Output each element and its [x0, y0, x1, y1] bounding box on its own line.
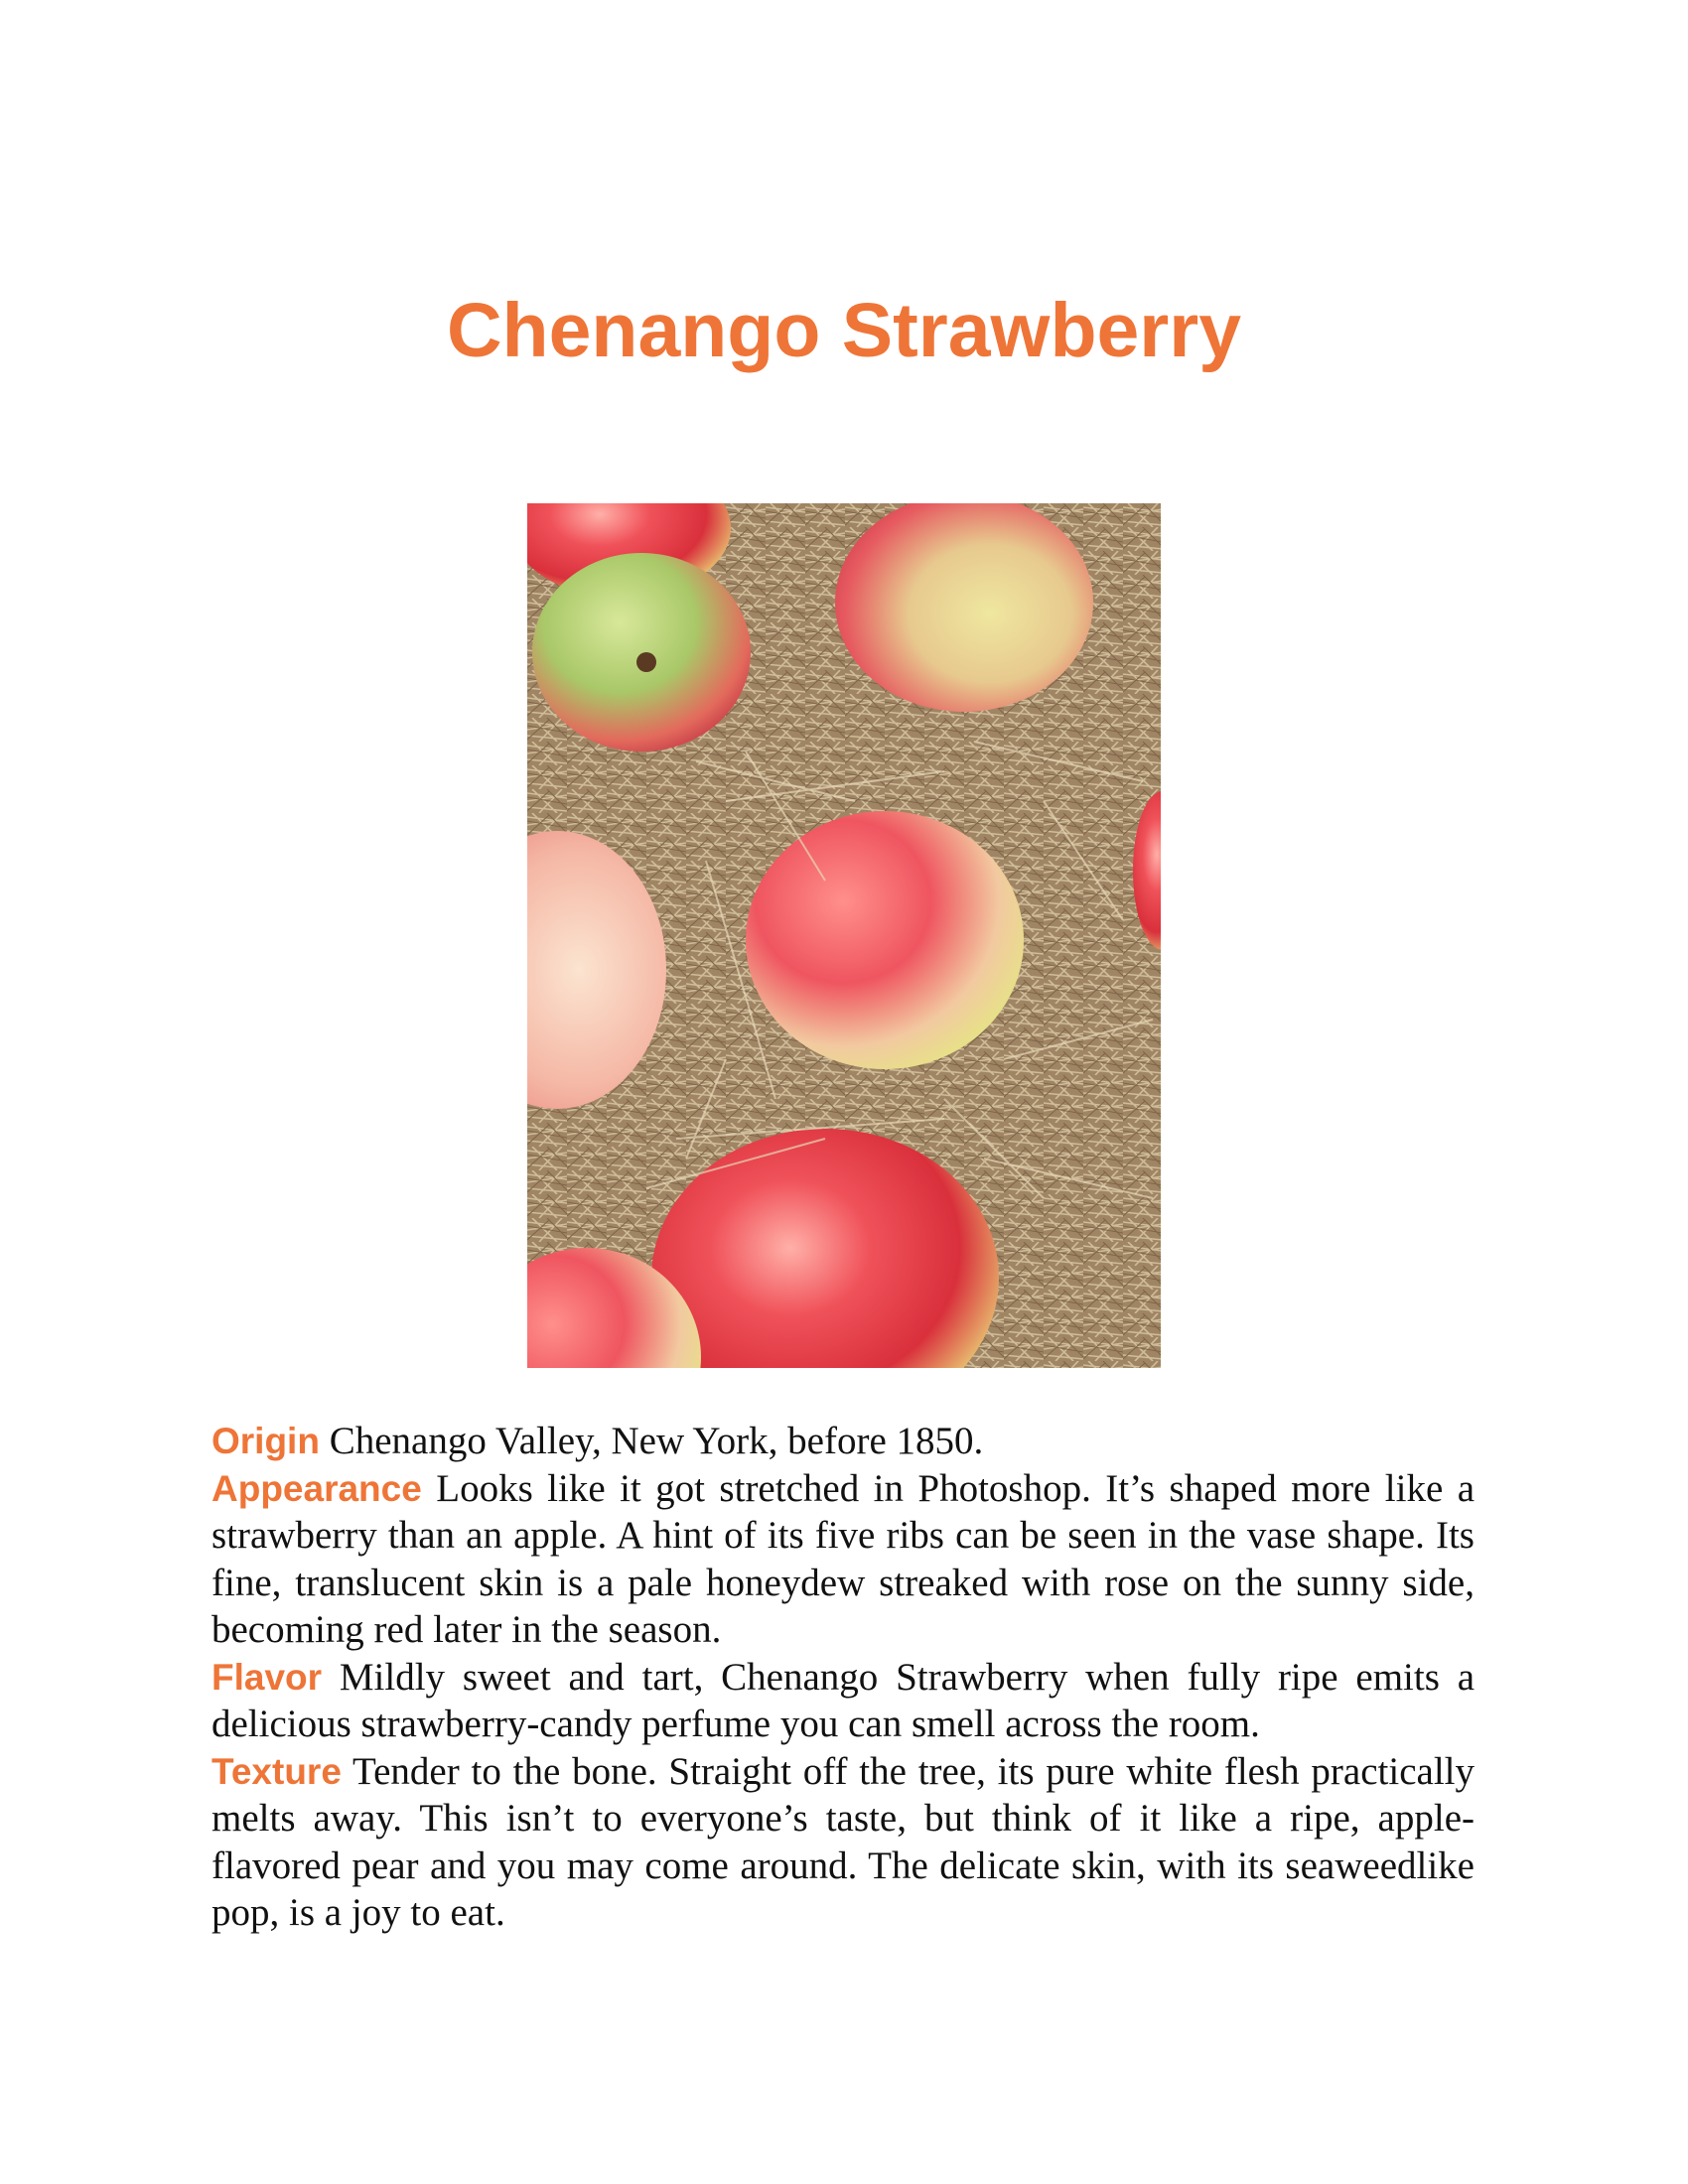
- apples-on-straw-photo: [527, 503, 1161, 1368]
- appearance-label: Appearance: [211, 1467, 422, 1509]
- appearance-paragraph: [211, 1465, 1475, 1654]
- texture-text: Tender to the bone. Straight off the tree, its pure white flesh practically melts away. This isn’t to everyone’s taste, but think of it like a ripe, apple-flavored pear and you may come around. The delicate skin, with its seaweedlike pop, is a joy to eat.: [211, 1749, 1475, 1934]
- origin-label: Origin: [211, 1421, 320, 1461]
- origin-paragraph: [211, 1418, 1475, 1465]
- appearance-text: Looks like it got stretched in Photoshop. It’s shaped more like a strawberry than an apple. A hint of its five ribs can be seen in the vase shape. Its fine, translucent skin is a pale honeydew streaked with rose on the sunny side, becoming red later in the season.: [211, 1466, 1476, 1651]
- flavor-label: Flavor: [211, 1656, 323, 1698]
- origin-text: Chenango Valley, New York, before 1850.: [329, 1420, 984, 1462]
- page-title: Chenango Strawberry: [446, 288, 1242, 373]
- description-body: [211, 1418, 1475, 1937]
- texture-paragraph: [211, 1748, 1475, 1937]
- texture-label: Texture: [211, 1750, 342, 1792]
- flavor-paragraph: [211, 1654, 1475, 1748]
- flavor-text: Mildly sweet and tart, Chenango Strawberry when fully ripe emits a delicious strawberry-candy perfume you can smell across the room.: [211, 1655, 1476, 1745]
